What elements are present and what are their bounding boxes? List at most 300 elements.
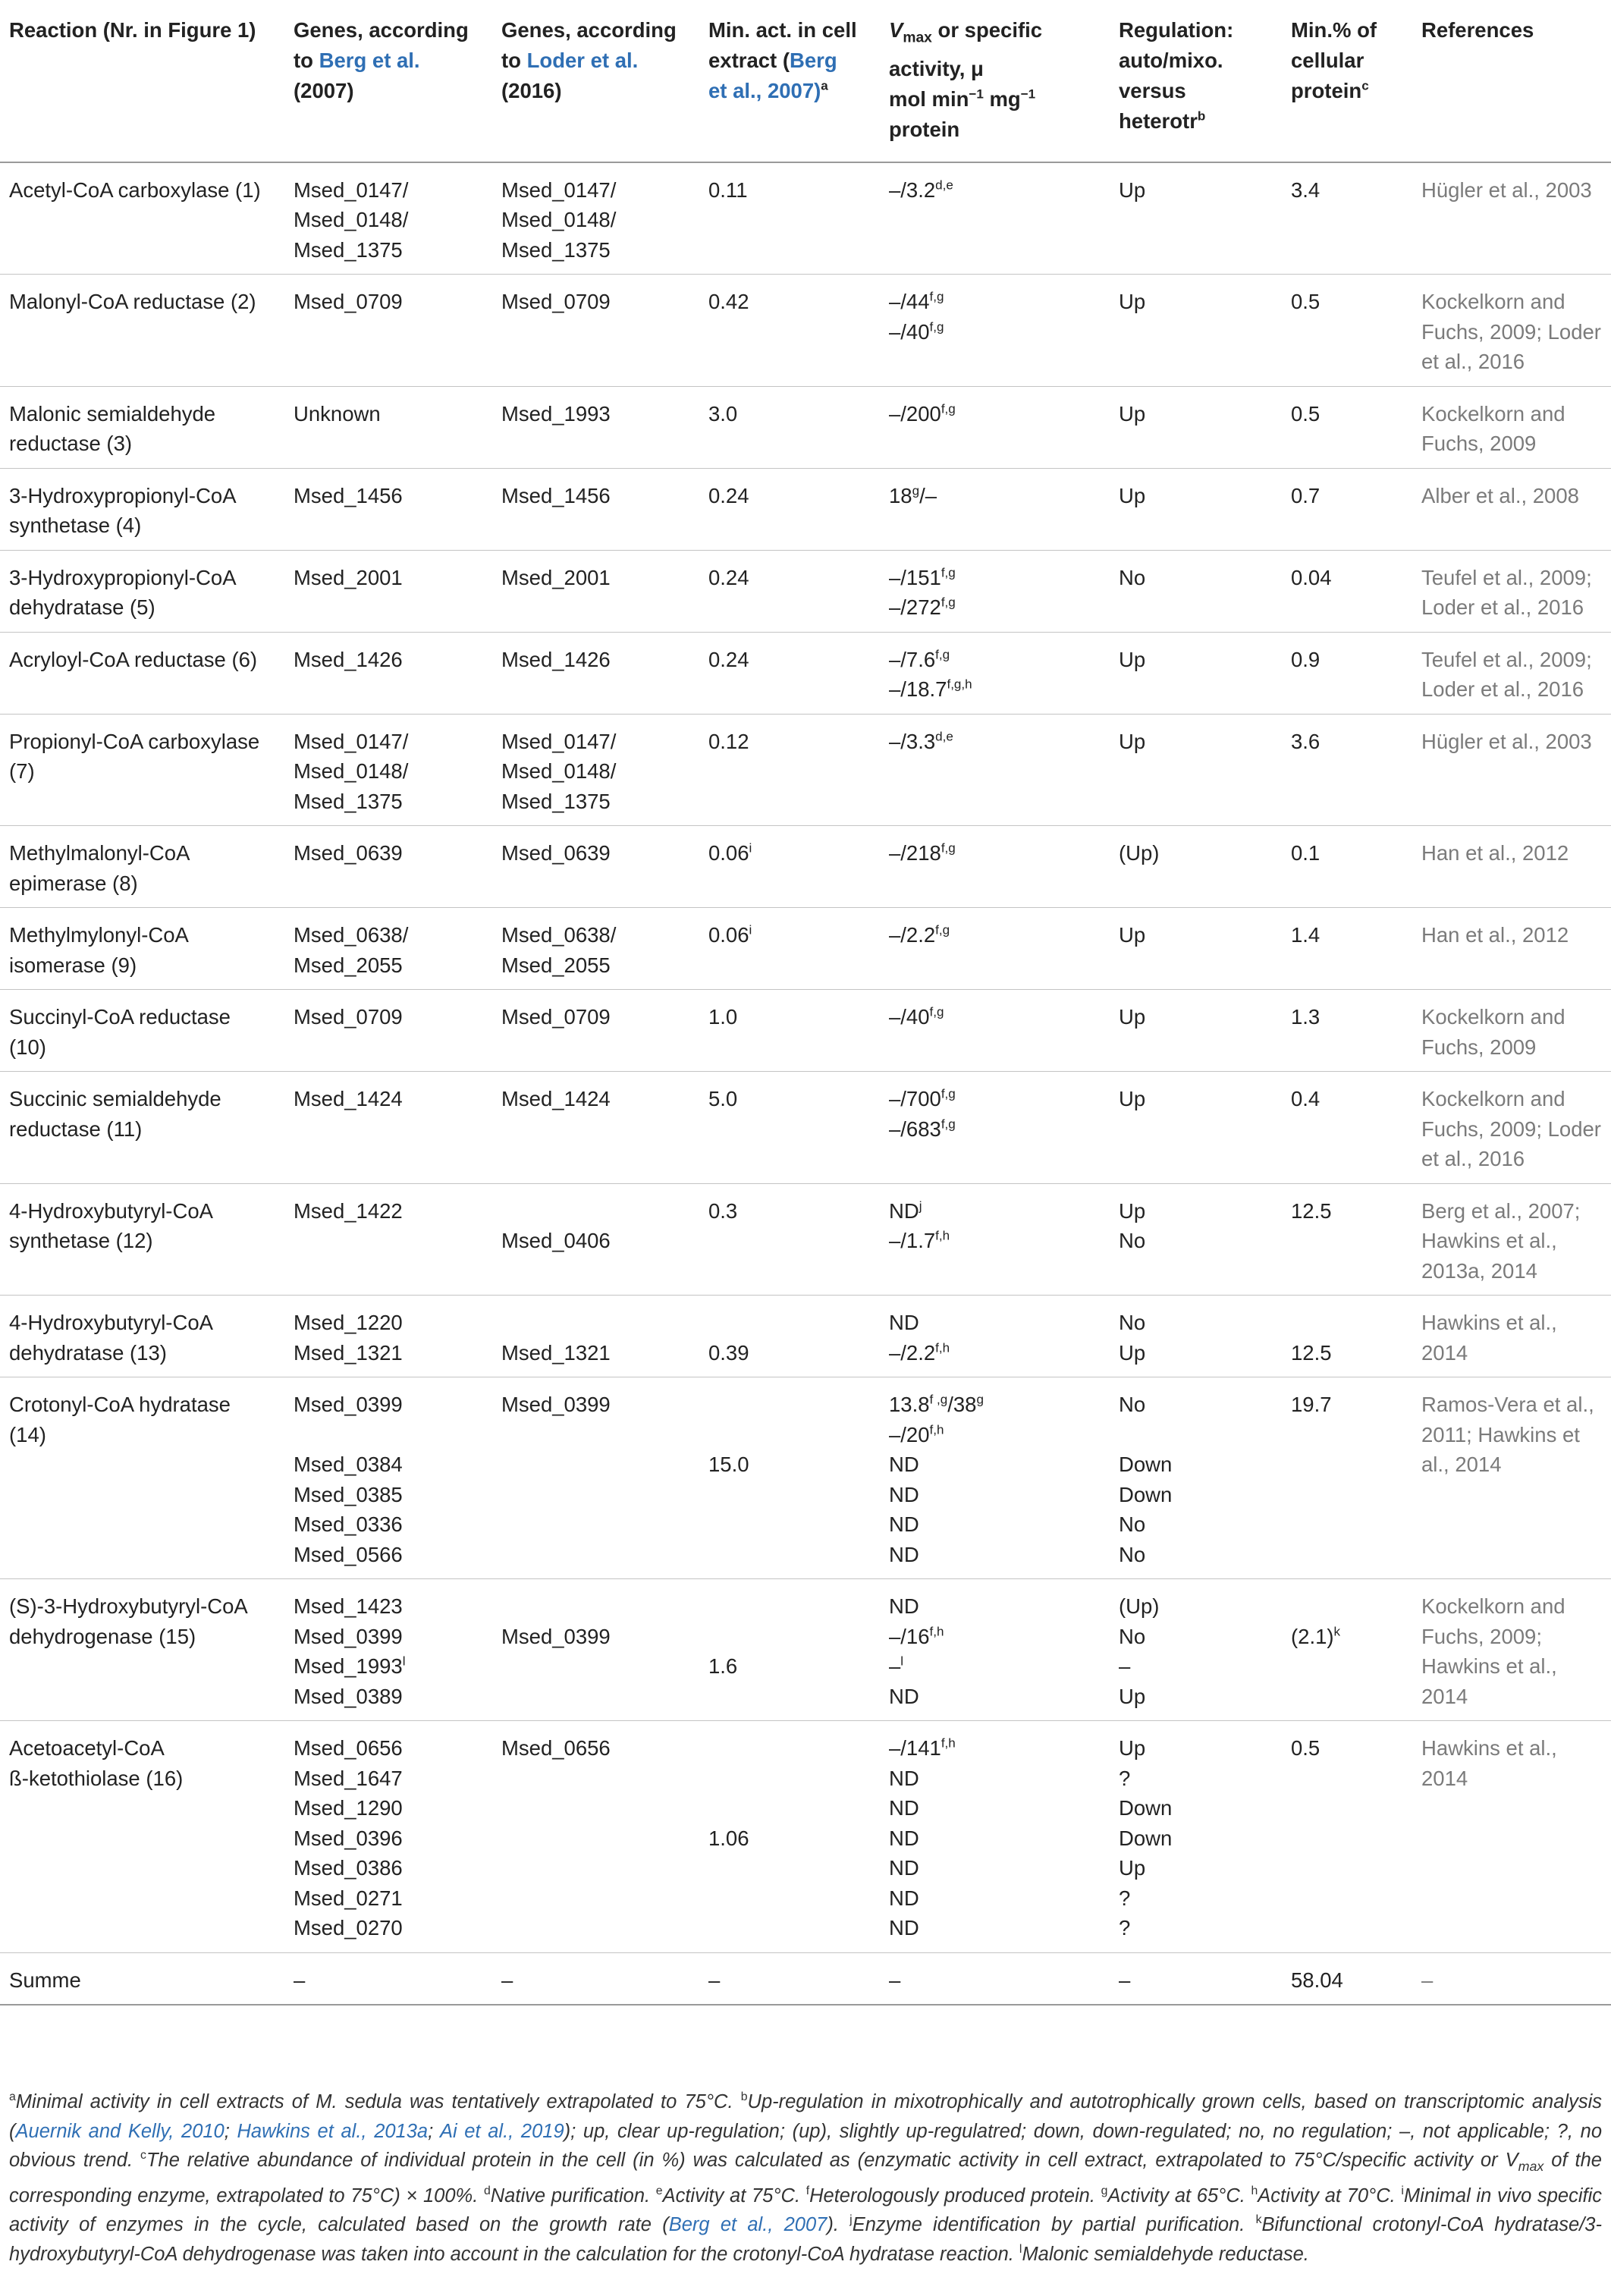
genes-berg-cell (284, 468, 492, 550)
genes-loder-cell (492, 1183, 699, 1296)
min-percent-cell (1282, 1183, 1412, 1296)
footnote-b: Up-regulation in mixotrophically and autotrophically grown cells, based on transcriptomic analysis ( (9, 2091, 1602, 2142)
reaction-cell (0, 1296, 284, 1377)
reaction-line: Crotonyl-CoA hydratase (9, 1393, 231, 1416)
min-percent-cell (1282, 632, 1412, 714)
reaction-line: epimerase (8) (9, 871, 138, 895)
reference-cell (1412, 550, 1611, 632)
min-activity-line (708, 1793, 874, 1823)
reaction-cell (0, 714, 284, 826)
regulation-line: Up (1119, 401, 1146, 426)
genes-berg-line: Msed_1422 (294, 1198, 403, 1223)
min-percent-cell (1282, 468, 1412, 550)
min-activity-cell (699, 1377, 880, 1579)
min-percent-cell (1282, 990, 1412, 1072)
min-percent-line: 0.5 (1291, 1736, 1321, 1760)
reference-cell (1412, 908, 1611, 990)
regulation-line: ? (1119, 1916, 1131, 1940)
min-percent-cell (1282, 1952, 1412, 2005)
vmax-cell (880, 1377, 1110, 1579)
regulation-line: Down (1119, 1482, 1173, 1506)
min-activity-line: 1.6 (708, 1654, 738, 1678)
min-percent-line: 1.3 (1291, 1005, 1321, 1029)
genes-loder-cell (492, 826, 699, 908)
table-row (0, 468, 1611, 550)
genes-berg-line: Msed_0385 (294, 1482, 403, 1506)
genes-berg-line (294, 1226, 486, 1256)
reference-text[interactable]: Han et al., 2012 (1421, 923, 1569, 947)
genes-loder-cell (492, 468, 699, 550)
genes-loder-line: – (501, 1968, 513, 1992)
genes-loder-line (501, 1308, 693, 1338)
vmax-cell (880, 826, 1110, 908)
reaction-line: 3-Hydroxypropionyl-CoA (9, 483, 237, 507)
min-activity-line (708, 1308, 874, 1338)
regulation-line: (Up) (1119, 1594, 1160, 1618)
min-activity-line: 0.3 (708, 1198, 738, 1223)
reference-cell (1412, 1952, 1611, 2005)
min-percent-line: 0.7 (1291, 483, 1321, 507)
reaction-line: Summe (9, 1968, 81, 1992)
min-activity-line: 0.06$^i$ (708, 840, 752, 865)
reaction-line: 3-Hydroxypropionyl-CoA (9, 565, 237, 589)
min-activity-cell (699, 1952, 880, 2005)
genes-loder-line: Msed_0656 (501, 1736, 611, 1760)
min-activity-cell (699, 1579, 880, 1721)
genes-berg-line: Msed_0566 (294, 1542, 403, 1566)
reference-cell (1412, 826, 1611, 908)
footnote-l: Malonic semialdehyde reductase. (1022, 2243, 1309, 2265)
vmax-line: –/2.2$^{f,h}$ (889, 1340, 950, 1365)
min-percent-line: 58.04 (1291, 1968, 1343, 1992)
min-percent-line: 0.5 (1291, 401, 1321, 426)
genes-loder-cell (492, 1952, 699, 2005)
reference-text[interactable]: Teufel et al., 2009; Loder et al., 2016 (1421, 647, 1592, 701)
regulation-line: Up (1119, 483, 1146, 507)
vmax-line: –/20$^{f,h}$ (889, 1421, 944, 1446)
genes-berg-line: Msed_0638/ (294, 923, 409, 947)
vmax-line: ND (889, 1311, 919, 1334)
reaction-cell (0, 1952, 284, 2005)
vmax-line: –/18.7$^{f,g,h}$ (889, 677, 972, 701)
vmax-line: ND (889, 1916, 919, 1940)
reference-text[interactable]: Kockelkorn and Fuchs, 2009 (1421, 401, 1565, 455)
genes-loder-cell (492, 990, 699, 1072)
genes-loder-line: Msed_0638/ (501, 923, 617, 947)
min-percent-line: 0.1 (1291, 841, 1321, 865)
footnote-j: Enzyme identification by partial purification. (852, 2214, 1256, 2236)
header-vmax: $V_{max}$ or specific activity, μ mol $\min^{-1} mg^{-1}$ protein (880, 0, 1110, 162)
min-activity-line: 1.0 (708, 1005, 738, 1029)
reference-cell (1412, 1072, 1611, 1184)
min-percent-line: 3.6 (1291, 729, 1321, 753)
vmax-cell (880, 1721, 1110, 1953)
regulation-cell (1110, 908, 1282, 990)
reference-text[interactable]: Hügler et al., 2003 (1421, 177, 1592, 202)
min-percent-line (1291, 1308, 1406, 1338)
genes-berg-cell (284, 714, 492, 826)
genes-loder-line: Msed_1321 (501, 1340, 611, 1365)
genes-berg-cell (284, 1377, 492, 1579)
min-percent-line (1291, 1591, 1406, 1622)
regulation-line (1119, 1420, 1276, 1450)
genes-berg-cell (284, 908, 492, 990)
genes-loder-line: Msed_1426 (501, 647, 611, 671)
footnote-k: Bifunctional crotonyl-CoA hydratase/3-hydroxybutyryl-CoA dehydrogenase was taken into account in the calculation for the crotonyl-CoA hydratase reaction. (9, 2214, 1602, 2265)
genes-berg-cell (284, 162, 492, 275)
vmax-line: –$^l$ (889, 1654, 904, 1678)
vmax-line: –/7.6$^{f,g}$ (889, 646, 950, 671)
min-percent-line: 12.5 (1291, 1198, 1332, 1223)
genes-berg-line: Msed_0271 (294, 1886, 403, 1910)
reaction-line: (S)-3-Hydroxybutyryl-CoA (9, 1594, 248, 1618)
regulation-line: Up (1119, 729, 1146, 753)
vmax-cell (880, 162, 1110, 275)
vmax-line: –/141$^{f,h}$ (889, 1735, 956, 1760)
regulation-line: Up (1119, 923, 1146, 947)
min-activity-line (708, 1622, 874, 1652)
genes-berg-line: Msed_1426 (294, 647, 403, 671)
reaction-line: 4-Hydroxybutyryl-CoA (9, 1311, 213, 1334)
reaction-line: ß-ketothiolase (16) (9, 1766, 184, 1790)
vmax-line: –/683$^{f,g}$ (889, 1116, 956, 1141)
vmax-line: ND (889, 1594, 919, 1618)
reaction-line: Succinyl-CoA reductase (9, 1005, 231, 1029)
vmax-line: ND (889, 1826, 919, 1850)
reference-cell (1412, 468, 1611, 550)
min-percent-line: 19.7 (1291, 1393, 1332, 1416)
genes-berg-cell (284, 1579, 492, 1721)
genes-loder-line: Msed_1456 (501, 483, 611, 507)
table-row (0, 1721, 1611, 1953)
table-row (0, 1952, 1611, 2005)
table-footnotes: $^a$Minimal activity in cell extracts of M. sedula was tentatively extrapolated to 75°C. $^b$Up-regulation in mixotrophically and autotrophically grown cells, based on transcriptomic analysis (Auernik and Kelly, 2010; Hawkins et al., 2013a; Ai et al., 2019); up, clear up-regulation; (up), slightly up-regulatred; down, down-regulated; no, no regulation; –, not applicable; ?, no obvious trend. $^c$The relative abundance of individual protein in the cell (in %) was calculated as (enzymatic activity in cell extract, extrapolated to 75°C/specific activity or $V_{max}$ of the corresponding enzyme, extrapolated to 75°C) × 100%. $^d$Native purification. $^e$Activity at 75°C. $^f$Heterologously produced protein. $^g$Activity at 65°C. $^h$Activity at 70°C. $^i$Minimal in vivo specific activity of enzymes in the cycle, calculated based on the growth rate (Berg et al., 2007). $^j$Enzyme identification by partial purification. $^k$Bifunctional crotonyl-CoA hydratase/3-hydroxybutyryl-CoA dehydrogenase was taken into account in the calculation for the crotonyl-CoA hydratase reaction. $^l$Malonic semialdehyde reductase. (9, 2090, 1603, 2265)
header-link-berg-act-2[interactable]: et al., 2007) (708, 79, 821, 102)
min-percent-cell (1282, 1296, 1412, 1377)
genes-berg-line: Msed_0389 (294, 1684, 403, 1708)
min-percent-line: 0.04 (1291, 565, 1332, 589)
min-activity-cell (699, 826, 880, 908)
min-percent-cell (1282, 1579, 1412, 1721)
genes-berg-line: Msed_1290 (294, 1796, 403, 1820)
genes-loder-line: Msed_0399 (501, 1393, 611, 1416)
table-row (0, 990, 1611, 1072)
reference-text[interactable]: Han et al., 2012 (1421, 841, 1569, 865)
min-activity-line (708, 1420, 874, 1450)
reaction-line: Acryloyl-CoA reductase (6) (9, 647, 258, 671)
table-row (0, 1579, 1611, 1721)
vmax-line: ND (889, 1453, 919, 1476)
reference-cell (1412, 275, 1611, 387)
min-percent-line: 3.4 (1291, 177, 1321, 202)
table-row (0, 1377, 1611, 1579)
genes-berg-cell (284, 1072, 492, 1184)
genes-berg-line: Msed_0148/ (294, 759, 409, 783)
genes-loder-line: Msed_2055 (501, 953, 611, 977)
reference-cell (1412, 1183, 1611, 1296)
genes-loder-line: Msed_0709 (501, 1005, 611, 1029)
footnote-link-berg[interactable]: Berg et al., 2007 (668, 2214, 827, 2236)
vmax-line: ND (889, 1766, 919, 1790)
genes-berg-line (294, 1420, 486, 1450)
genes-berg-line: Msed_0656 (294, 1736, 403, 1760)
min-percent-line: 1.4 (1291, 923, 1321, 947)
reference-cell (1412, 386, 1611, 468)
genes-berg-cell (284, 1952, 492, 2005)
table-row (0, 275, 1611, 387)
reaction-cell (0, 826, 284, 908)
header-references: References (1412, 0, 1611, 162)
regulation-line: Down (1119, 1826, 1173, 1850)
regulation-cell (1110, 550, 1282, 632)
reference-cell (1412, 714, 1611, 826)
reference-text[interactable]: Hügler et al., 2003 (1421, 729, 1592, 753)
header-reaction: Reaction (Nr. in Figure 1) (0, 0, 284, 162)
reaction-line: (14) (9, 1422, 46, 1446)
table-row (0, 550, 1611, 632)
genes-loder-cell (492, 1377, 699, 1579)
min-activity-cell (699, 1183, 880, 1296)
header-genes-berg: Genes, according to Berg et al. (2007) (284, 0, 492, 162)
genes-loder-line: Msed_1993 (501, 401, 611, 426)
header-link-loder[interactable]: Loder et al. (526, 49, 639, 72)
genes-berg-line: Msed_0639 (294, 841, 403, 865)
reference-text[interactable]: Hawkins et al., 2014 (1421, 1736, 1557, 1790)
min-activity-cell (699, 908, 880, 990)
reference-cell (1412, 1377, 1611, 1579)
footnote-link-hawkins[interactable]: Hawkins et al., 2013a (237, 2120, 429, 2142)
min-percent-cell (1282, 386, 1412, 468)
genes-loder-line: Msed_1375 (501, 789, 611, 813)
genes-loder-cell (492, 162, 699, 275)
regulation-line: No (1119, 1624, 1146, 1648)
reference-text[interactable]: Berg et al., 2007; Hawkins et al., 2013a, 2014 (1421, 1198, 1581, 1283)
footnote-g: Activity at 65°C. (1107, 2184, 1251, 2206)
min-activity-cell (699, 990, 880, 1072)
reaction-line: (10) (9, 1035, 46, 1059)
min-percent-cell (1282, 908, 1412, 990)
genes-loder-line (501, 1591, 693, 1622)
genes-berg-line: Msed_0386 (294, 1856, 403, 1880)
vmax-line: –/200$^{f,g}$ (889, 400, 956, 426)
reference-text[interactable]: Kockelkorn and Fuchs, 2009; Loder et al., 2016 (1421, 1087, 1601, 1170)
genes-berg-line: Msed_2055 (294, 953, 403, 977)
vmax-cell (880, 1296, 1110, 1377)
min-activity-line (708, 1764, 874, 1794)
vmax-line: –/151$^{f,g}$ (889, 564, 956, 589)
min-activity-line: 0.06$^i$ (708, 922, 752, 947)
reference-cell (1412, 632, 1611, 714)
reference-cell (1412, 1296, 1611, 1377)
reaction-cell (0, 550, 284, 632)
min-activity-cell (699, 1072, 880, 1184)
min-percent-cell (1282, 714, 1412, 826)
reaction-cell (0, 386, 284, 468)
min-percent-cell (1282, 1377, 1412, 1579)
table-row (0, 1072, 1611, 1184)
reference-text[interactable]: Hawkins et al., 2014 (1421, 1311, 1557, 1365)
footnote-h: Activity at 70°C. (1258, 2184, 1402, 2206)
genes-loder-line: Msed_2001 (501, 565, 611, 589)
reaction-cell (0, 468, 284, 550)
reaction-line: reductase (3) (9, 432, 133, 455)
genes-berg-line: – (294, 1968, 306, 1992)
genes-berg-line: Msed_1647 (294, 1766, 403, 1790)
reference-text[interactable]: Ramos-Vera et al., 2011; Hawkins et al., 2014 (1421, 1393, 1594, 1476)
regulation-cell (1110, 468, 1282, 550)
reference-text[interactable]: Kockelkorn and Fuchs, 2009; Hawkins et al., 2014 (1421, 1594, 1565, 1708)
reference-cell (1412, 1579, 1611, 1721)
regulation-line: (Up) (1119, 841, 1160, 865)
vmax-line: –/272$^{f,g}$ (889, 595, 956, 619)
min-activity-line: 1.06 (708, 1826, 749, 1850)
genes-berg-line: Msed_0270 (294, 1916, 403, 1940)
min-activity-line: 0.11 (708, 177, 748, 202)
genes-loder-line: Msed_1424 (501, 1087, 611, 1110)
header-link-berg[interactable]: Berg et al. (319, 49, 420, 72)
table-row (0, 1296, 1611, 1377)
reaction-line: synthetase (4) (9, 514, 142, 537)
genes-berg-line: Msed_0384 (294, 1453, 403, 1476)
min-activity-cell (699, 468, 880, 550)
reaction-line: 4-Hydroxybutyryl-CoA (9, 1198, 213, 1223)
min-activity-line: – (708, 1968, 721, 1992)
genes-berg-cell (284, 275, 492, 387)
reference-cell (1412, 990, 1611, 1072)
min-activity-line (708, 1591, 874, 1622)
vmax-line: –/40$^{f,g}$ (889, 1004, 944, 1029)
min-percent-line: $(2.1)^k$ (1291, 1623, 1341, 1648)
min-activity-line (708, 1733, 874, 1764)
vmax-line: 13.8$^{f ,g}$/38$^g$ (889, 1392, 984, 1416)
header-regulation: Regulation: auto/mixo. versus heterotr$^b$ (1110, 0, 1282, 162)
reference-text[interactable]: – (1421, 1968, 1434, 1992)
min-activity-line: 15.0 (708, 1453, 749, 1476)
genes-berg-line: Msed_1375 (294, 789, 403, 813)
regulation-line: – (1119, 1654, 1131, 1678)
vmax-cell (880, 990, 1110, 1072)
reaction-cell (0, 1183, 284, 1296)
genes-loder-cell (492, 1296, 699, 1377)
genes-berg-line: Msed_0147/ (294, 729, 409, 753)
reaction-cell (0, 162, 284, 275)
regulation-cell (1110, 1183, 1282, 1296)
genes-berg-cell (284, 550, 492, 632)
reference-text[interactable]: Kockelkorn and Fuchs, 2009 (1421, 1005, 1565, 1059)
regulation-cell (1110, 714, 1282, 826)
regulation-line: Up (1119, 1005, 1146, 1029)
reaction-cell (0, 1072, 284, 1184)
regulation-cell (1110, 1296, 1282, 1377)
reaction-line: Methylmylonyl-CoA (9, 923, 189, 947)
regulation-line: Up (1119, 1736, 1146, 1760)
regulation-line: Up (1119, 1340, 1146, 1365)
footnote-link-auernik[interactable]: Auernik and Kelly, 2010 (15, 2120, 225, 2142)
genes-loder-cell (492, 386, 699, 468)
min-activity-line: 0.24 (708, 565, 749, 589)
table-header (0, 0, 1611, 162)
genes-loder-cell (492, 275, 699, 387)
genes-loder-cell (492, 1721, 699, 1953)
reaction-line: Malonic semialdehyde (9, 401, 216, 426)
genes-loder-cell (492, 632, 699, 714)
table-row (0, 1183, 1611, 1296)
header-genes-loder: Genes, according to Loder et al. (2016) (492, 0, 699, 162)
genes-loder-cell (492, 908, 699, 990)
regulation-cell (1110, 826, 1282, 908)
vmax-cell (880, 550, 1110, 632)
table-row (0, 826, 1611, 908)
vmax-line: –/700$^{f,g}$ (889, 1086, 956, 1110)
genes-loder-line: Msed_0709 (501, 290, 611, 313)
vmax-cell (880, 468, 1110, 550)
regulation-line: No (1119, 1542, 1146, 1566)
min-activity-line: 5.0 (708, 1087, 738, 1110)
footnote-c: The relative abundance of individual protein in the cell (in %) was calculated as (enzymatic activity in cell extract, extrapolated to 75°C/specific activity or V (146, 2150, 1518, 2171)
vmax-line: ND (889, 1684, 919, 1708)
regulation-cell (1110, 1952, 1282, 2005)
min-percent-line: 0.4 (1291, 1087, 1321, 1110)
footnote-i: Minimal in vivo specific activity of enzymes in the cycle, calculated based on the growth rate ( (9, 2184, 1603, 2236)
reaction-line: synthetase (12) (9, 1229, 153, 1252)
min-activity-cell (699, 714, 880, 826)
reaction-line: reductase (11) (9, 1117, 143, 1141)
min-activity-cell (699, 1296, 880, 1377)
reaction-cell (0, 632, 284, 714)
min-activity-cell (699, 162, 880, 275)
reference-text[interactable]: Kockelkorn and Fuchs, 2009; Loder et al., 2016 (1421, 290, 1601, 373)
regulation-line: Up (1119, 290, 1146, 313)
vmax-line: –/2.2$^{f,g}$ (889, 922, 950, 947)
header-link-berg-act[interactable]: Berg (790, 49, 837, 72)
genes-berg-line: Unknown (294, 401, 381, 426)
footnote-link-ai[interactable]: Ai et al., 2019 (439, 2120, 564, 2142)
min-activity-cell (699, 386, 880, 468)
reference-text[interactable]: Alber et al., 2008 (1421, 483, 1579, 507)
vmax-cell (880, 1952, 1110, 2005)
table-row (0, 162, 1611, 275)
regulation-line: No (1119, 565, 1146, 589)
genes-berg-cell (284, 1296, 492, 1377)
vmax-cell (880, 386, 1110, 468)
genes-berg-cell (284, 386, 492, 468)
reference-text[interactable]: Teufel et al., 2009; Loder et al., 2016 (1421, 565, 1592, 619)
regulation-line: Down (1119, 1453, 1173, 1476)
regulation-cell (1110, 1721, 1282, 1953)
regulation-cell (1110, 162, 1282, 275)
vmax-line: –/40$^{f,g}$ (889, 319, 944, 344)
min-activity-line: 0.24 (708, 483, 749, 507)
regulation-line: No (1119, 1229, 1146, 1252)
reaction-line: Acetyl-CoA carboxylase (1) (9, 177, 261, 202)
genes-loder-line: Msed_0639 (501, 841, 611, 865)
genes-berg-line: Msed_0399 (294, 1624, 403, 1648)
genes-berg-line: Msed_0148/ (294, 208, 409, 231)
vmax-line: ND (889, 1542, 919, 1566)
vmax-line: –/44$^{f,g}$ (889, 289, 944, 313)
genes-berg-line: Msed_1456 (294, 483, 403, 507)
reaction-line: Acetoacetyl-CoA (9, 1736, 165, 1760)
min-activity-line: 0.24 (708, 647, 749, 671)
genes-berg-line: Msed_1375 (294, 237, 403, 262)
genes-loder-cell (492, 1579, 699, 1721)
vmax-line: ND (889, 1886, 919, 1910)
footnote-d: Native purification. (490, 2184, 656, 2206)
table-body (0, 162, 1611, 2005)
reaction-line: dehydratase (13) (9, 1340, 167, 1365)
min-percent-line: 0.9 (1291, 647, 1321, 671)
genes-berg-cell (284, 990, 492, 1072)
